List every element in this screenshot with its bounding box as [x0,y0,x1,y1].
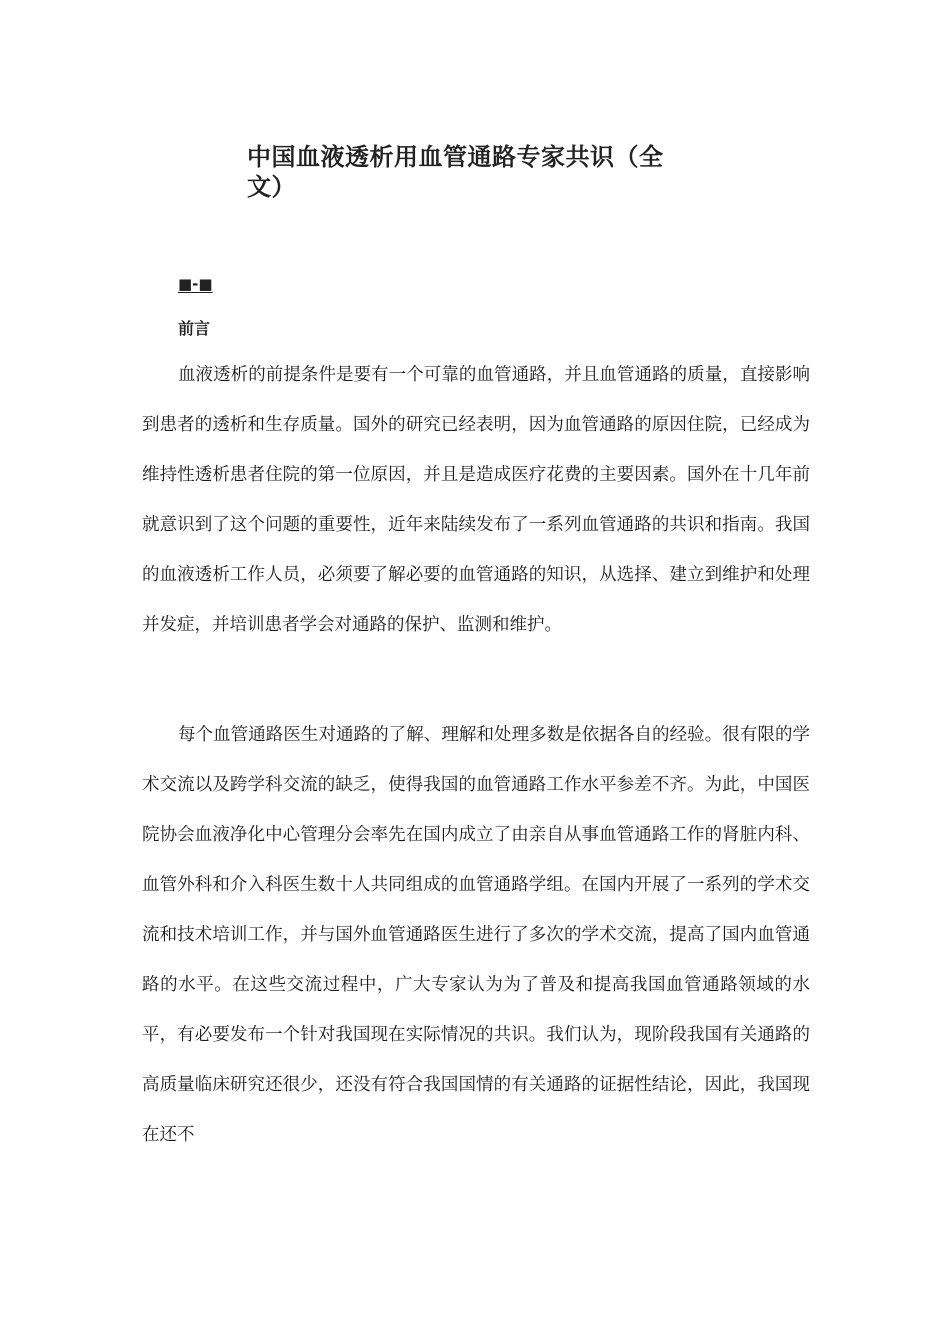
document-title: 中国血液透析用血管通路专家共识（全文） [247,143,664,201]
body-paragraph: 每个血管通路医生对通路的了解、理解和处理多数是依据各自的经验。很有限的学术交流以及跨学科交流的缺乏，使得我国的血管通路工作水平参差不齐。为此，中国医院协会血液净化中心管理分会率先在国内成立了由亲自从事血管通路工作的肾脏内科、血管外科和介入科医生数十人共同组成的血管通路学组。在国内开展了一系列的学术交流和技术培训工作，并与国外血管通路医生进行了多次的学术交流，提高了国内血管通路的水平。在这些交流过程中，广大专家认为为了普及和提高我国血管通路领域的水平，有必要发布一个针对我国现在实际情况的共识。我们认为，现阶段我国有关通路的高质量临床研究还很少，还没有符合我国国情的有关通路的证据性结论，因此，我国现在还不 [142,725,810,1145]
body-paragraph: 血液透析的前提条件是要有一个可靠的血管通路，并且血管通路的质量，直接影响到患者的透析和生存质量。国外的研究已经表明，因为血管通路的原因住院，已经成为维持性透析患者住院的第一位原因，并且是造成医疗花费的主要因素。国外在十几年前就意识到了这个问题的重要性，近年来陆续发布了一系列血管通路的共识和指南。我国的血液透析工作人员，必须要了解必要的血管通路的知识，从选择、建立到维护和处理并发症，并培训患者学会对通路的保护、监测和维护。 [142,365,810,635]
section-heading: 前言 [178,319,211,338]
section-number: ■-■ [178,275,213,293]
